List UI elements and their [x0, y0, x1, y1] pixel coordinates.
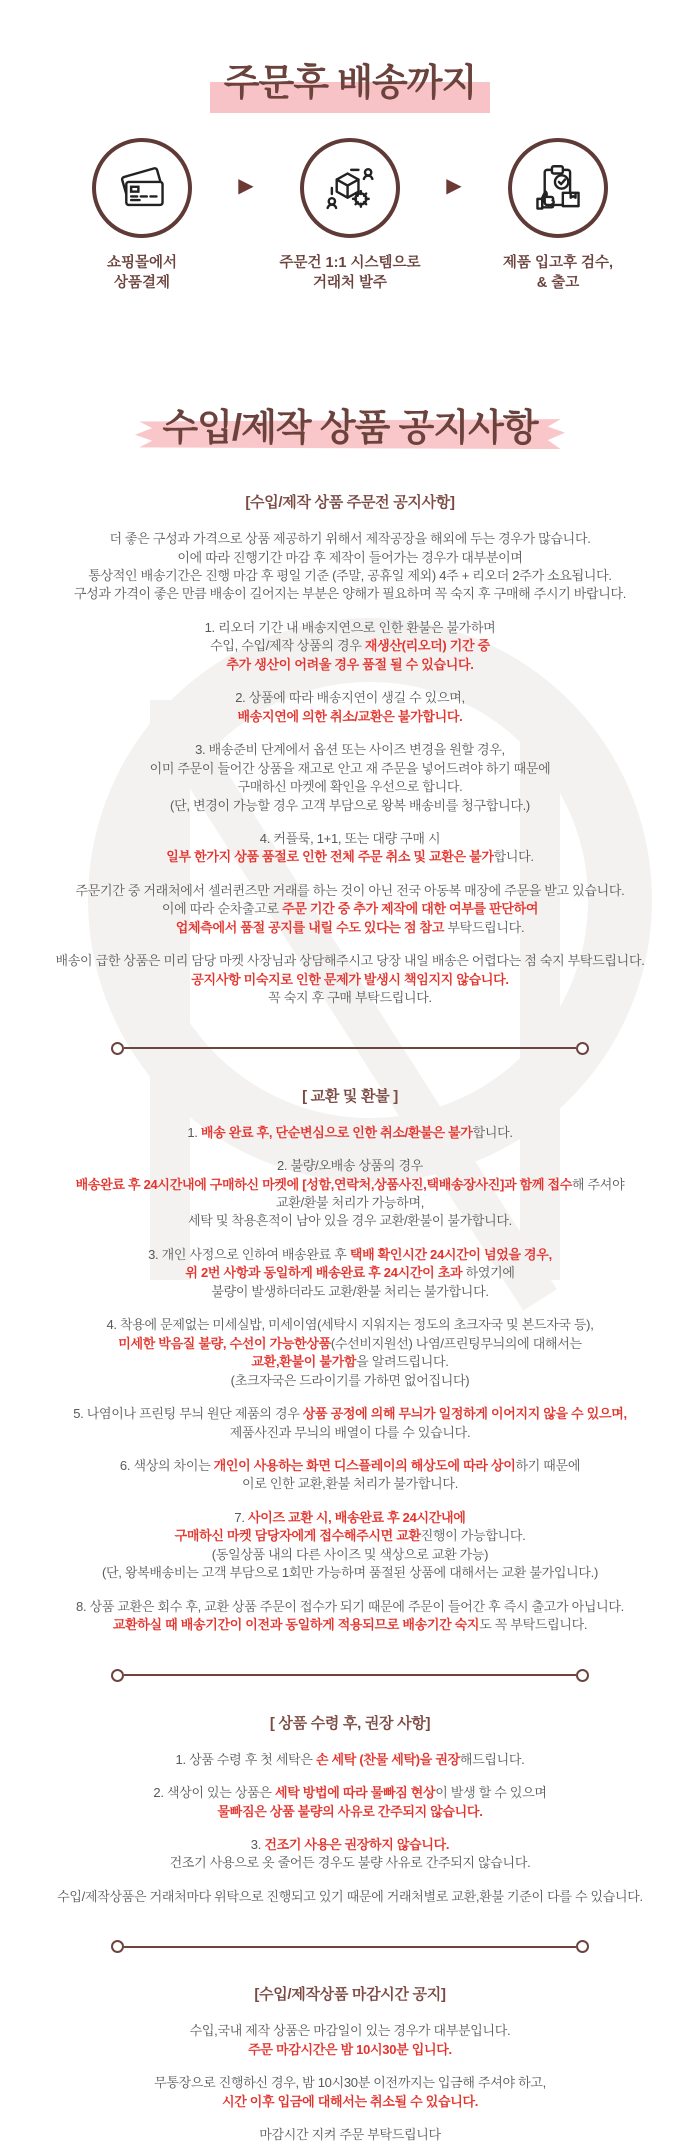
notice-line: [28, 1335, 672, 1353]
step-caption: 주문건 1:1 시스템으로 거래처 발주: [279, 255, 421, 291]
body-text: 5. 나염이나 프린팅 무늬 원단 제품의 경우: [73, 1406, 303, 1422]
notice-paragraph: [28, 1124, 672, 1142]
divider-line: [124, 1946, 576, 1948]
emphasis-text: 재생산(리오더) 기간 중: [364, 638, 490, 654]
notice-line: [28, 1176, 672, 1194]
body-text: 1. 리오더 기간 내 배송지연으로 인한 환불은 불가하며: [204, 619, 496, 635]
body-text: 배송이 급한 상품은 미리 담당 마켓 사장님과 상담해주시고 당장 내일 배송은 어렵다는 점 숙지 부탁드립니다.: [55, 953, 645, 969]
body-text: 이 발생 할 수 있으며: [435, 1785, 547, 1801]
body-text: 합니다.: [493, 849, 534, 865]
notice-line: [28, 900, 672, 918]
order-process-steps: [0, 138, 700, 293]
notice-line: [28, 1372, 672, 1390]
emphasis-text: 교환하실 때 배송기간이 이전과 동일하게 적용되므로 배송기간 숙지: [112, 1617, 480, 1633]
section-heading: [ 상품 수령 후, 권장 사항]: [269, 1714, 431, 1732]
notice-paragraph: [28, 1509, 672, 1583]
body-text: 3. 배송준비 단계에서 옵션 또는 사이즈 변경을 원할 경우,: [195, 742, 505, 758]
notice-paragraph: [28, 1157, 672, 1231]
notice-line: [28, 919, 672, 937]
body-text: 이로 인한 교환,환불 처리가 불가합니다.: [242, 1476, 458, 1492]
body-text: (단, 변경이 가능할 경우 고객 부담으로 왕복 배송비를 청구합니다.): [170, 797, 530, 813]
section-divider: [111, 1940, 589, 1953]
divider-dot: [576, 1042, 589, 1055]
emphasis-text: 손 세탁 (찬물 세탁)을 권장: [315, 1751, 460, 1767]
notice-content: [0, 491, 700, 2144]
notice-line: [28, 971, 672, 989]
body-text: 1. 상품 수령 후 첫 세탁은: [175, 1751, 316, 1767]
notice-paragraph: [28, 2022, 672, 2059]
notice-line: [28, 585, 672, 603]
notice-line: [28, 567, 672, 585]
body-text: 하였기에: [462, 1265, 515, 1281]
notice-line: [28, 1803, 672, 1821]
notice-line: [28, 1264, 672, 1282]
notice-line: [28, 1475, 672, 1493]
body-text: 1.: [187, 1124, 201, 1140]
body-text: 진행이 가능합니다.: [420, 1528, 526, 1544]
emphasis-text: 배송완료 후 24시간내에 구매하신 마켓에 [성함,연락처,상품사진,택배송장사진]과 함께 접수: [75, 1176, 572, 1192]
body-text: 2. 상품에 따라 배송지연이 생길 수 있으며,: [235, 690, 465, 706]
body-text: 수입/제작상품은 거래처마다 위탁으로 진행되고 있기 때문에 거래처별로 교환,환불 기준이 다를 수 있습니다.: [57, 1888, 643, 1904]
notice-line: [28, 1157, 672, 1175]
body-text: 건조기 사용으로 옷 줄어든 경우도 불량 사유로 간주되지 않습니다.: [169, 1855, 531, 1871]
step-circle: [508, 138, 608, 238]
notice-line: [28, 1424, 672, 1442]
body-text: 2. 색상이 있는 상품은: [153, 1785, 275, 1801]
body-text: 3.: [250, 1836, 265, 1852]
emphasis-text: 공지사항 미숙지로 인한 문제가 발생시 책임지지 않습니다.: [191, 971, 509, 987]
body-text: 해 주셔야: [571, 1176, 625, 1192]
notice-line: [28, 1854, 672, 1872]
notice-line: [28, 952, 672, 970]
body-text: 제품사진과 무늬의 배열이 다를 수 있습니다.: [229, 1424, 471, 1440]
notice-paragraph: [28, 1405, 672, 1442]
body-text: (단, 왕복배송비는 고객 부담으로 1회만 가능하며 품절된 상품에 대해서는 교환 불가입니다.): [101, 1565, 599, 1581]
notice-paragraph: [28, 741, 672, 815]
notice-paragraph: [28, 689, 672, 726]
page-title-text: 주문후 배송까지: [223, 62, 477, 103]
notice-line: [28, 2041, 672, 2059]
notice-line: [28, 989, 672, 1007]
body-text: 통상적인 배송기간은 진행 마감 후 평일 기준 (주말, 공휴일 제외) 4주 + 리오더 2주가 소요됩니다.: [88, 568, 612, 584]
notice-line: [28, 619, 672, 637]
notice-line: [28, 1546, 672, 1564]
body-text: 수입, 수입/제작 상품의 경우: [210, 638, 365, 654]
step-circle: [300, 138, 400, 238]
divider-dot: [111, 1042, 124, 1055]
body-text: 4. 착용에 문제없는 미세실밥, 미세이염(세탁시 지워지는 정도의 초크자국 및 본드자국 등),: [106, 1317, 594, 1333]
emphasis-text: 택배 확인시간 24시간이 넘었을 경우,: [349, 1246, 552, 1262]
body-text: 이미 주문이 들어간 상품을 재고로 안고 재 주문을 넣어드려야 하기 때문에: [149, 760, 551, 776]
body-text: 합니다.: [472, 1124, 513, 1140]
divider-dot: [111, 1940, 124, 1953]
body-text: 해드립니다.: [459, 1751, 525, 1767]
body-text: 6. 색상의 차이는: [119, 1457, 214, 1473]
notice-line: [28, 1784, 672, 1802]
section-heading: [수입/제작 상품 주문전 공지사항]: [245, 494, 455, 512]
body-text: 8. 상품 교환은 회수 후, 교환 상품 주문이 접수가 되기 때문에 주문이 들어간 후 즉시 출고가 아닙니다.: [76, 1598, 624, 1614]
notice-paragraph: [28, 952, 672, 1007]
notice-line: [28, 549, 672, 567]
notice-line: [28, 1509, 672, 1527]
notice-line: [28, 1316, 672, 1334]
step-caption: 제품 입고후 검수, & 출고: [502, 255, 614, 291]
notice-line: [28, 1283, 672, 1301]
notice-line: [28, 1836, 672, 1854]
emphasis-text: 물빠짐은 상품 불량의 사유로 간주되지 않습니다.: [217, 1803, 483, 1819]
credit-card-icon: [113, 159, 171, 217]
body-text: 3. 개인 사정으로 인하여 배송완료 후: [148, 1246, 350, 1262]
notice-line: [28, 760, 672, 778]
body-text: 불량이 발생하더라도 교환/환불 처리는 불가합니다.: [211, 1283, 489, 1299]
notice-line: [28, 1212, 672, 1230]
body-text: 2. 불량/오배송 상품의 경우: [276, 1158, 424, 1174]
notice-title: 수입/제작 상품 공지사항: [162, 407, 538, 449]
notice-line: [28, 637, 672, 655]
body-text: 주문기간 중 거래처에서 셀러퀸즈만 거래를 하는 것이 아닌 전국 아동복 매장에 주문을 받고 있습니다.: [75, 882, 625, 898]
process-step-order-system: [261, 138, 439, 293]
notice-line: [28, 2126, 672, 2144]
emphasis-text: 추가 생산이 어려울 경우 품절 될 수 있습니다.: [226, 656, 474, 672]
notice-line: [28, 1888, 672, 1906]
notice-line: [28, 1124, 672, 1142]
divider-line: [124, 1047, 576, 1049]
divider-dot: [576, 1940, 589, 1953]
emphasis-text: 시간 이후 입금에 대해서는 취소될 수 있습니다.: [221, 2093, 479, 2109]
body-text: 이에 따라 진행기간 마감 후 제작이 들어가는 경우가 대부분이며: [177, 549, 523, 565]
body-text: 교환/환불 처리가 가능하며,: [275, 1195, 425, 1210]
notice-line: [28, 882, 672, 900]
inspection-shipping-icon: [529, 159, 587, 217]
emphasis-text: 사이즈 교환 시, 배송완료 후 24시간내에: [247, 1509, 466, 1525]
divider-line: [124, 1674, 576, 1676]
body-text: 4. 커플룩, 1+1, 또는 대량 구매 시: [259, 831, 441, 847]
notice-paragraph: [28, 619, 672, 674]
notice-line: [28, 1598, 672, 1616]
notice-line: [28, 848, 672, 866]
notice-paragraph: [28, 1598, 672, 1635]
notice-paragraph: [28, 1246, 672, 1301]
body-text: 하기 때문에: [515, 1457, 581, 1473]
step-caption: 쇼핑몰에서 상품결제: [106, 255, 178, 291]
process-step-inspection: [469, 138, 647, 293]
process-step-payment: [53, 138, 231, 293]
arrow-right-icon: ▶: [238, 175, 254, 197]
notice-paragraph: [28, 1888, 672, 1906]
notice-paragraph: [28, 882, 672, 937]
page-title: [0, 0, 700, 106]
notice-line: [28, 1405, 672, 1423]
notice-paragraph: [28, 2074, 672, 2111]
body-text: 구매하신 마켓에 확인을 우선으로 합니다.: [237, 779, 463, 795]
notice-line: [28, 1457, 672, 1475]
divider-dot: [576, 1669, 589, 1682]
section-divider: [111, 1042, 589, 1055]
notice-line: [28, 2074, 672, 2092]
notice-paragraph: [28, 1784, 672, 1821]
body-text: 구성과 가격이 좋은 만큼 배송이 길어지는 부분은 양해가 필요하며 꼭 숙지 후 구매해 주시기 바랍니다.: [73, 586, 627, 602]
body-text: 수입,국내 제작 상품은 마감일이 있는 경우가 대부분입니다.: [189, 2023, 511, 2039]
notice-line: [28, 1194, 672, 1212]
notice-line: [28, 530, 672, 548]
emphasis-text: 세탁 방법에 따라 물빠짐 현상: [274, 1785, 436, 1801]
notice-paragraph: [28, 1316, 672, 1390]
arrow-right-icon: ▶: [446, 175, 462, 197]
body-text: 7.: [234, 1509, 248, 1525]
emphasis-text: 구매하신 마켓 담당자에게 접수해주시면 교환: [174, 1528, 421, 1544]
emphasis-text: 일부 한가지 상품 품절로 인한 전체 주문 취소 및 교환은 불가: [166, 849, 494, 865]
step-circle: [92, 138, 192, 238]
body-text: 부탁드립니다.: [444, 919, 525, 935]
notice-line: [28, 656, 672, 674]
emphasis-text: 건조기 사용은 권장하지 않습니다.: [264, 1836, 450, 1852]
notice-line: [28, 1527, 672, 1545]
notice-line: [28, 1751, 672, 1769]
notice-line: [28, 1246, 672, 1264]
emphasis-text: 미세한 박음질 불량, 수선이 가능한상품: [118, 1335, 331, 1351]
notice-paragraph: [28, 2126, 672, 2144]
notice-line: [28, 708, 672, 726]
notice-line: [28, 689, 672, 707]
body-text: 을 알려드립니다.: [356, 1354, 449, 1370]
notice-paragraph: [28, 1457, 672, 1494]
emphasis-text: 배송지연에 의한 취소/교환은 불가합니다.: [237, 708, 463, 724]
body-text: 이에 따라 순차출고로: [161, 901, 283, 917]
emphasis-text: 주문 마감시간은 밤 10시30분 입니다.: [248, 2041, 452, 2057]
notice-line: [28, 830, 672, 848]
body-text: (수선비지원선) 나염/프린팅무늬의에 대해서는: [330, 1335, 582, 1351]
body-text: 더 좋은 구성과 가격으로 상품 제공하기 위해서 제작공장을 해외에 두는 경우가 많습니다.: [109, 531, 591, 547]
notice-line: [28, 1353, 672, 1371]
body-text: 도 꼭 부탁드립니다.: [479, 1617, 588, 1633]
notice-line: [28, 778, 672, 796]
notice-line: [28, 1616, 672, 1634]
body-text: (초크자국은 드라이기를 가하면 없어집니다): [230, 1372, 470, 1388]
notice-line: [28, 797, 672, 815]
divider-dot: [111, 1669, 124, 1682]
section-heading: [수입/제작상품 마감시간 공지]: [254, 1986, 446, 2004]
body-text: (동일상품 내의 다른 사이즈 및 색상으로 교환 가능): [211, 1546, 489, 1562]
notice-line: [28, 2093, 672, 2111]
notice-paragraph: [28, 1751, 672, 1769]
emphasis-text: 상품 공정에 의해 무늬가 일정하게 이어지지 않을 수 있으며,: [302, 1406, 627, 1422]
emphasis-text: 개인이 사용하는 화면 디스플레이의 해상도에 따라 상이: [213, 1457, 516, 1473]
emphasis-text: 주문 기간 중 추가 제작에 대한 여부를 판단하여: [282, 901, 539, 917]
section-divider: [111, 1669, 589, 1682]
notice-paragraph: [28, 830, 672, 867]
notice-line: [28, 741, 672, 759]
notice-paragraph: [28, 1836, 672, 1873]
notice-line: [28, 2022, 672, 2040]
section-heading: [ 교환 및 환불 ]: [302, 1087, 398, 1105]
body-text: 마감시간 지켜 주문 부탁드립니다: [259, 2127, 441, 2143]
order-system-icon: [321, 159, 379, 217]
emphasis-text: 업체측에서 품절 공지를 내릴 수도 있다는 점 참고: [175, 919, 445, 935]
emphasis-text: 위 2번 사항과 동일하게 배송완료 후 24시간이 초과: [185, 1265, 463, 1281]
body-text: 세탁 및 착용흔적이 남아 있을 경우 교환/환불이 불가합니다.: [188, 1213, 512, 1229]
body-text: 무통장으로 진행하신 경우, 밤 10시30분 이전까지는 입금해 주셔야 하고,: [154, 2075, 546, 2091]
emphasis-text: 교환,환불이 불가함: [251, 1354, 357, 1370]
notice-line: [28, 1564, 672, 1582]
emphasis-text: 배송 완료 후, 단순변심으로 인한 취소/환불은 불가: [200, 1124, 473, 1140]
body-text: 꼭 숙지 후 구매 부탁드립니다.: [268, 990, 432, 1006]
notice-paragraph: [28, 530, 672, 604]
notice-title-block: [0, 397, 700, 451]
